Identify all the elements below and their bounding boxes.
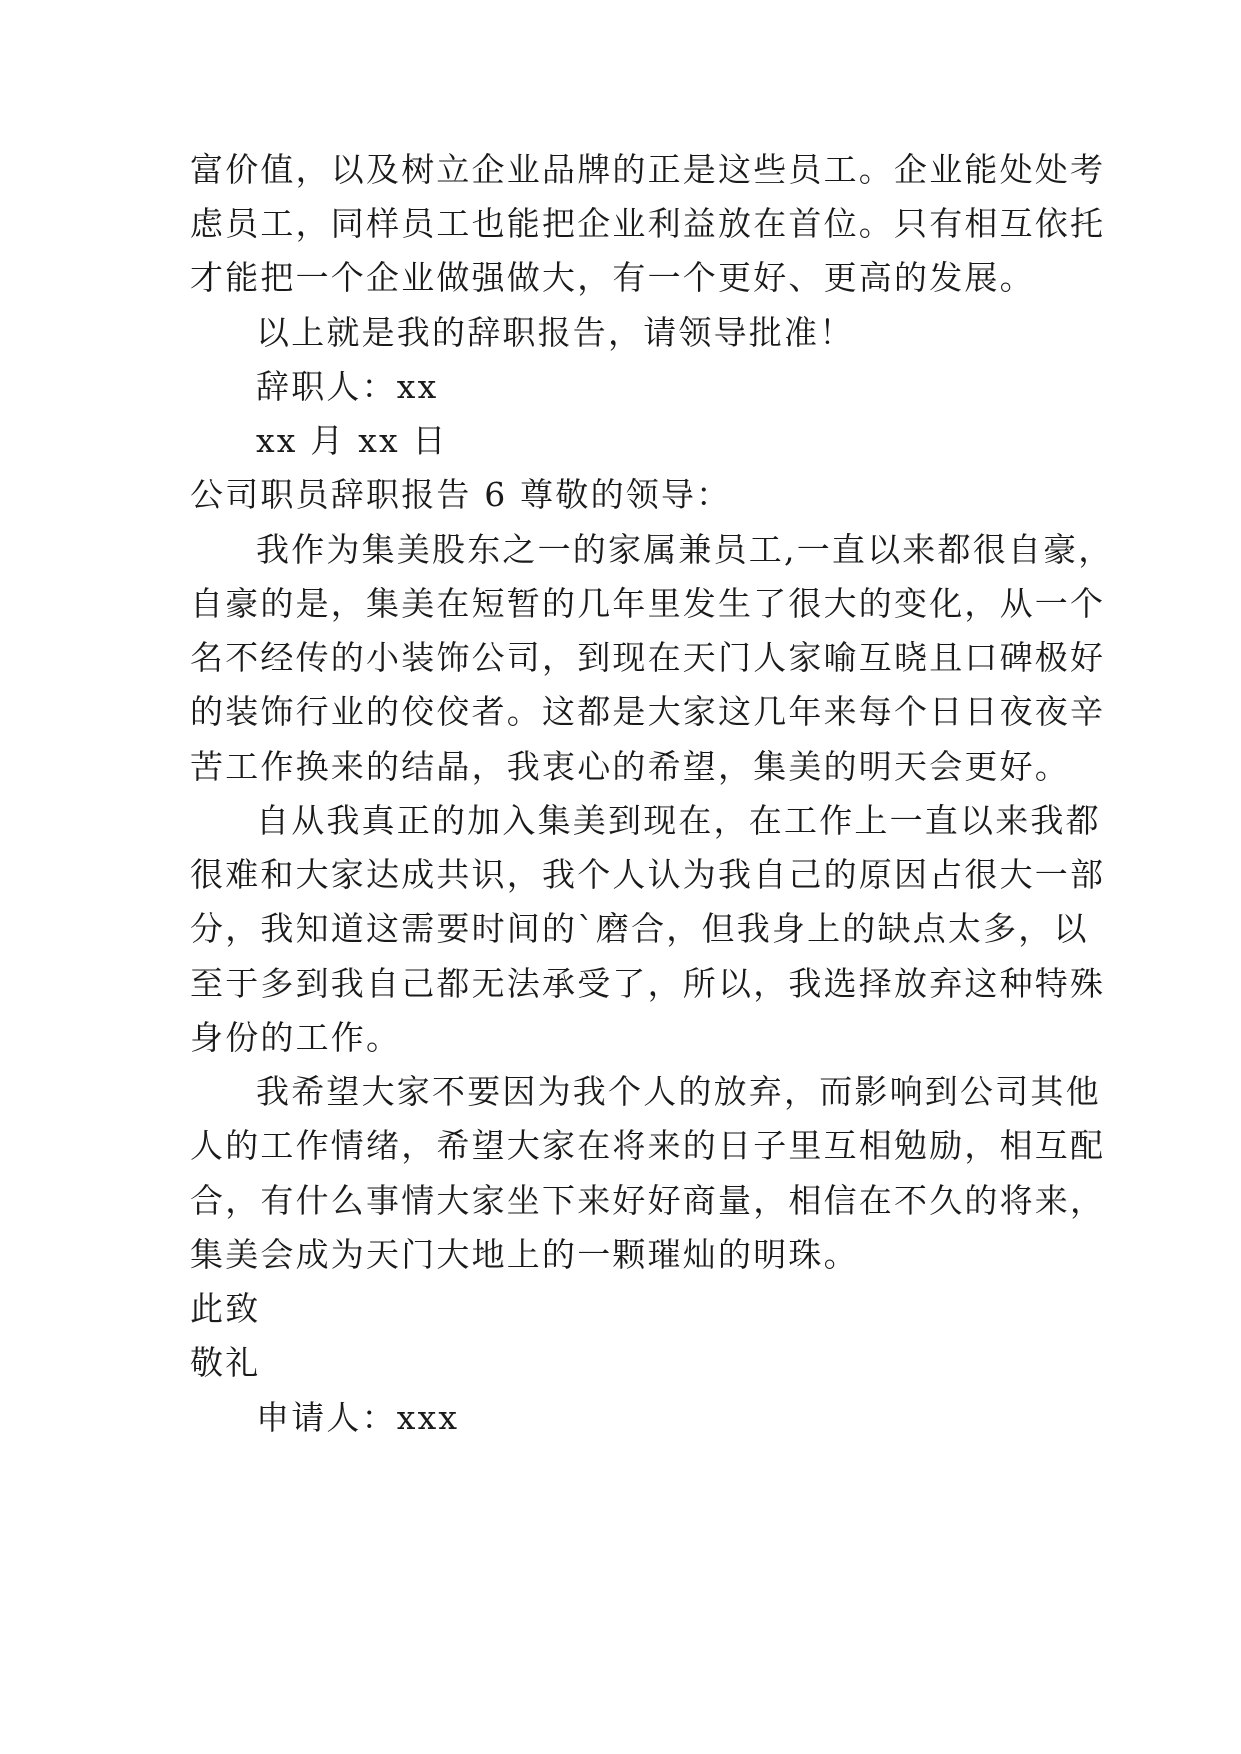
paragraph-line: 我希望大家不要因为我个人的放弃，而影响到公司其他 [256, 1072, 1101, 1111]
paragraph-line: 我作为集美股东之一的家属兼员工,一直以来都很自豪， [256, 530, 1114, 569]
salutation-line: 此致 [190, 1289, 261, 1328]
paragraph-line: 的装饰行业的佼佼者。这都是大家这几年来每个日日夜夜辛 [190, 692, 1106, 731]
paragraph-line: 人的工作情绪，希望大家在将来的日子里互相勉励，相互配 [190, 1126, 1106, 1165]
paragraph-line: 至于多到我自己都无法承受了，所以，我选择放弃这种特殊 [190, 964, 1106, 1003]
resigner-signature-line: 辞职人：xx [256, 367, 439, 406]
paragraph-line: 合，有什么事情大家坐下来好好商量，相信在不久的将来， [190, 1181, 1106, 1220]
applicant-signature-line: 申请人：xxx [256, 1398, 460, 1437]
paragraph-line: 名不经传的小装饰公司，到现在天门人家喻互晓且口碑极好 [190, 638, 1106, 677]
date-line: xx 月 xx 日 [256, 421, 448, 460]
paragraph-line: 苦工作换来的结晶，我衷心的希望，集美的明天会更好。 [190, 747, 1070, 786]
paragraph-line: 才能把一个企业做强做大，有一个更好、更高的发展。 [190, 258, 1035, 297]
paragraph-line: 自豪的是，集美在短暂的几年里发生了很大的变化，从一个 [190, 584, 1106, 623]
paragraph-line: 自从我真正的加入集美到现在，在工作上一直以来我都 [256, 801, 1101, 840]
paragraph-line: 富价值，以及树立企业品牌的正是这些员工。企业能处处考 [190, 150, 1106, 189]
paragraph-line: 很难和大家达成共识，我个人认为我自己的原因占很大一部 [190, 855, 1106, 894]
salutation-line: 敬礼 [190, 1343, 261, 1382]
closing-request-line: 以上就是我的辞职报告，请领导批准！ [256, 313, 855, 352]
section-heading-line: 公司职员辞职报告 6 尊敬的领导： [190, 475, 732, 514]
paragraph-line: 虑员工，同样员工也能把企业利益放在首位。只有相互依托 [190, 204, 1106, 243]
paragraph-line: 集美会成为天门大地上的一颗璀灿的明珠。 [190, 1235, 859, 1274]
paragraph-line: 身份的工作。 [190, 1018, 402, 1057]
paragraph-line: 分，我知道这需要时间的`磨合，但我身上的缺点太多，以 [190, 909, 1089, 948]
